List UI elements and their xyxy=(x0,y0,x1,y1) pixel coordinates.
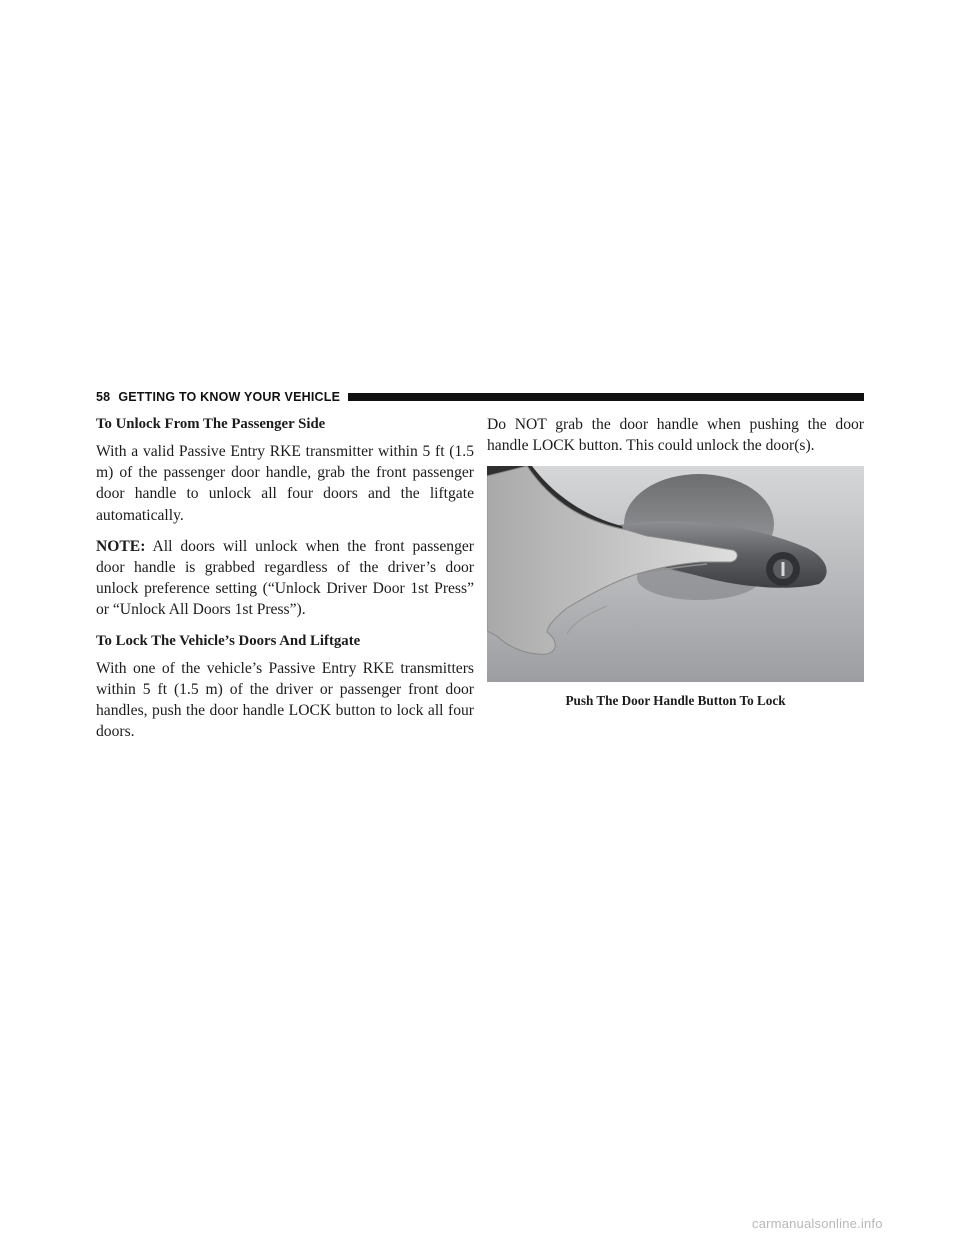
right-column xyxy=(487,414,864,712)
section-title: GETTING TO KNOW YOUR VEHICLE xyxy=(118,390,341,404)
figure-caption: Push The Door Handle Button To Lock xyxy=(565,693,786,709)
heading-lock-doors-liftgate: To Lock The Vehicle’s Doors And Liftgate xyxy=(96,632,361,649)
paragraph-unlock-passenger: With a valid Passive Entry RKE transmitter within 5 ft (1.5 m) of the passenger door handle, grab the front passenger door handle to unlock all four doors and the liftgate automatically. xyxy=(96,443,474,524)
paragraph-do-not-grab: Do NOT grab the door handle when pushing the door handle LOCK button. This could unlock the door(s). xyxy=(487,416,864,455)
door-handle-illustration xyxy=(487,466,864,682)
header-rule xyxy=(348,393,864,401)
page-number: 58 xyxy=(96,390,111,404)
note-paragraph xyxy=(96,536,474,621)
note-text: All doors will unlock when the front passenger door handle is grabbed regardless of the driver’s door unlock preference setting (“Unlock Driver Door 1st Press” or “Unlock All Doors 1st Press”). xyxy=(96,537,474,619)
watermark: carmanualsonline.info xyxy=(752,1216,883,1231)
left-column xyxy=(96,414,474,752)
key-slot-icon xyxy=(782,562,785,576)
paragraph-lock-doors: With one of the vehicle’s Passive Entry RKE transmitters within 5 ft (1.5 m) of the driver or passenger front door handles, push the door handle LOCK button to lock all four doors. xyxy=(96,659,474,741)
heading-unlock-passenger-side: To Unlock From The Passenger Side xyxy=(96,416,326,432)
page-header xyxy=(96,390,864,404)
note-label: NOTE: xyxy=(96,537,146,555)
